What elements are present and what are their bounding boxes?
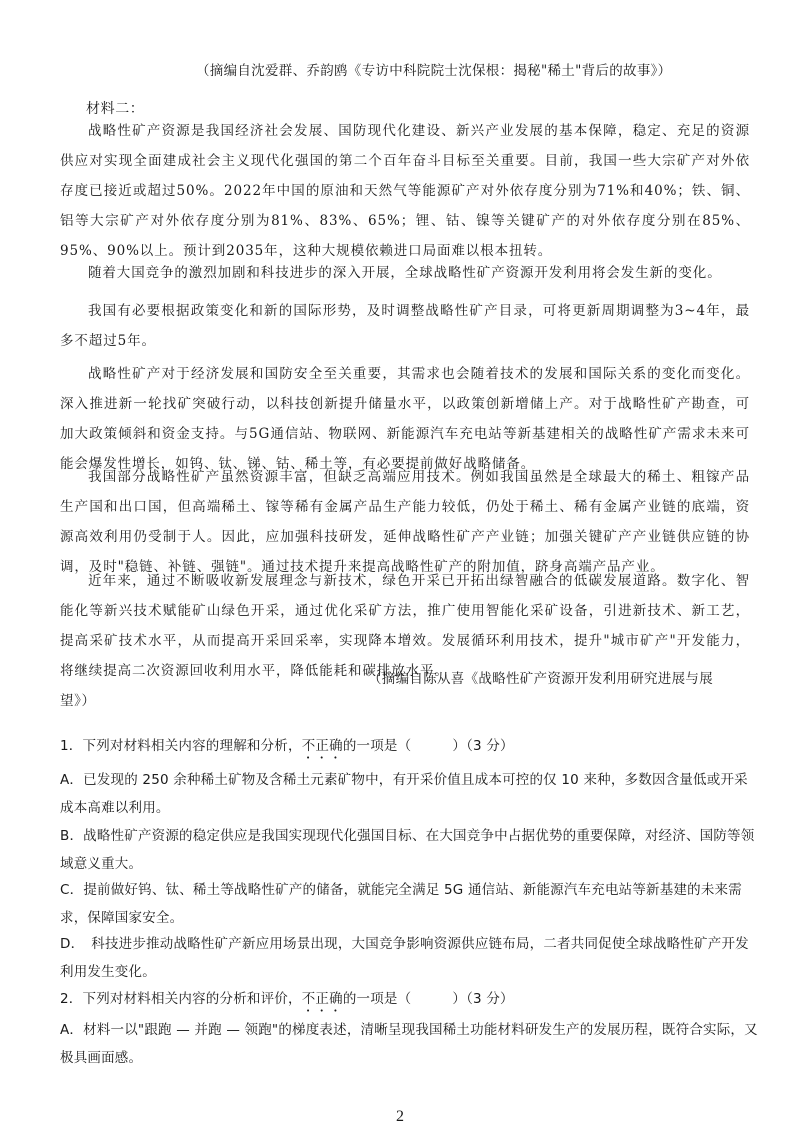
paragraph-2: 随着大国竞争的激烈加剧和科技进步的深入开展，全球战略性矿产资源开发利用将会发生新的变化。	[88, 265, 722, 281]
question-1-option-a: A．已发现的 250 余种稀土矿物及含稀土元素矿物中，有开采价值且成本可控的仅 10 来种，多数因含量低或开采成本高难以利用。	[60, 772, 748, 816]
paragraph-4: 战略性矿产对于经济发展和国防安全至关重要，其需求也会随着技术的发展和国际关系的变化而变化。深入推进新一轮找矿突破行动，以科技创新提升储量水平，以政策创新增储上产。对于战略性矿产勘查，可加大政策倾斜和资金支持。与5G通信站、物联网、新能源汽车充电站等新基建相关的战略性矿产需求未来可能会爆发性增长，如钨、钛、锑、钴、稀土等，有必要提前做好战略储备。	[60, 366, 750, 472]
paragraph-6: 近年来，通过不断吸收新发展理念与新技术，绿色开采已开拓出绿智融合的低碳发展道路。数字化、智能化等新兴技术赋能矿山绿色开采，通过优化采矿方法，推广使用智能化采矿设备，引进新技术、新工艺，提高采矿技术水平，从而提高开采回采率，实现降本增效。发展循环利用技术，提升"城市矿产"开发能力，将继续提高二次资源回收利用水平，降低能耗和碳排放水平。	[60, 573, 750, 679]
question-1-stem	[60, 732, 760, 762]
material2-source-line1: （摘编自陈从喜《战略性矿产资源开发利用研究进展与展	[368, 671, 713, 687]
question-2-stem-after: 的一项是（ ）（3 分）	[342, 991, 514, 1007]
question-1-emphasis: 不正确	[301, 738, 343, 754]
question-1-option-c: C．提前做好钨、钛、稀土等战略性矿产的储备，就能完全满足 5G 通信站、新能源汽车充电站等新基建的未来需求，保障国家安全。	[60, 882, 742, 926]
material1-source: （摘编自沈爱群、乔韵鸥《专访中科院院士沈保根：揭秘"稀土"背后的故事》）	[196, 63, 672, 79]
question-1-option-d: D． 科技进步推动战略性矿产新应用场景出现，大国竞争影响资源供应链布局，二者共同促使全球战略性矿产开发利用发生变化。	[60, 936, 749, 980]
paragraph-3: 我国有必要根据政策变化和新的国际形势，及时调整战略性矿产目录，可将更新周期调整为3~4年，最多不超过5年。	[60, 303, 750, 349]
question-1-stem-after: 的一项是（ ）（3 分）	[342, 738, 514, 754]
question-1-option-b: B．战略性矿产资源的稳定供应是我国实现现代化强国目标、在大国竞争中占据优势的重要保障，对经济、国防等领域意义重大。	[60, 828, 755, 872]
paragraph-5: 我国部分战略性矿产虽然资源丰富，但缺乏高端应用技术。例如我国虽然是全球最大的稀土、粗镓产品生产国和出口国，但高端稀土、镓等稀有金属产品生产能力较低，仍处于稀土、稀有金属产业链的底端，资源高效利用仍受制于人。因此，应加强科技研发，延伸战略性矿产产业链；加强关键矿产产业链供应链的协调，及时"稳链、补链、强链"。通过技术提升来提高战略性矿产的附加值，跻身高端产品产业。	[60, 469, 750, 575]
question-1-stem-before: 1．下列对材料相关内容的理解和分析，	[60, 738, 302, 754]
material2-source-line2: 望》）	[60, 693, 96, 709]
question-2-option-a: A．材料一以"跟跑 — 并跑 — 领跑"的梯度表述，清晰呈现我国稀土功能材料研发生产的发展历程，既符合实际，又极具画面感。	[60, 1022, 758, 1066]
question-2-emphasis: 不正确	[301, 991, 343, 1007]
paragraph-1: 战略性矿产资源是我国经济社会发展、国防现代化建设、新兴产业发展的基本保障，稳定、充足的资源供应对实现全面建成社会主义现代化强国的第二个百年奋斗目标至关重要。目前，我国一些大宗矿产对外依存度已接近或超过50%。2022年中国的原油和天然气等能源矿产对外依存度分别为71%和40%；铁、铜、铝等大宗矿产对外依存度分别为81%、83%、65%；锂、钴、镍等关键矿产的对外依存度分别在85%、95%、90%以上。预计到2035年，这种大规模依赖进口局面难以根本扭转。	[60, 123, 750, 259]
page-number: 2	[396, 1108, 404, 1125]
material2-heading: 材料二：	[86, 101, 145, 117]
question-2-stem	[60, 985, 760, 1015]
question-2-stem-before: 2．下列对材料相关内容的分析和评价，	[60, 991, 302, 1007]
